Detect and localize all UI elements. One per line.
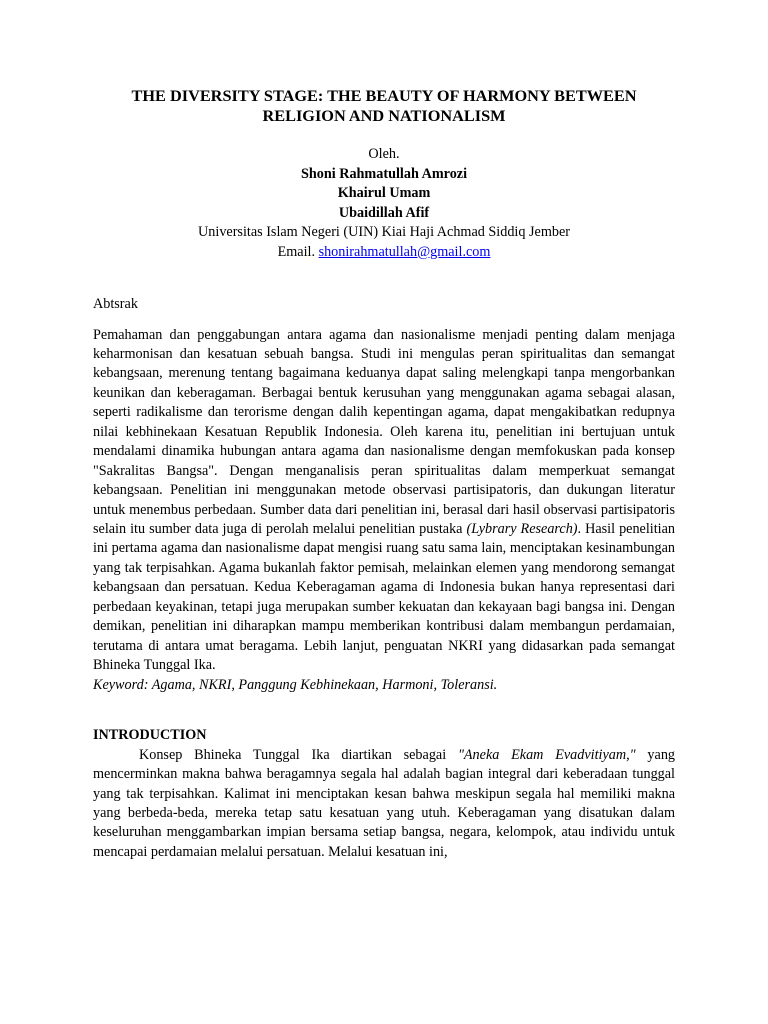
title-line-1: THE DIVERSITY STAGE: THE BEAUTY OF HARMONY BETWEEN bbox=[131, 86, 637, 105]
paper-title bbox=[73, 86, 695, 126]
email-line bbox=[93, 243, 675, 263]
email-link[interactable]: shonirahmatullah@gmail.com bbox=[318, 243, 491, 260]
abstract-body bbox=[93, 326, 675, 676]
intro-italic: "Aneka Ekam Evadvitiyam," bbox=[457, 746, 636, 763]
keywords: Keyword: Agama, NKRI, Panggung Kebhinekaan, Harmoni, Toleransi. bbox=[93, 676, 498, 693]
abstract-text-1: Pemahaman dan penggabungan antara agama dan nasionalisme menjadi penting dalam menjaga keharmonisan dan kesatuan sebuah bangsa. Studi ini mengulas peran spiritualitas dan semangat kebangsaan, merenung tentang bagaimana keduanya dapat saling melengkapi tanpa mengorbankan keunikan dan keberagaman. Berbagai bentuk kerusuhan yang menggunakan agama sebagai alasan, seperti radikalisme dan terorisme dengan dalih kepentingan agama, dapat mengakibatkan redupnya nilai kebhinekaan Kesatuan Republik Indonesia. Oleh karena itu, penelitian ini bertujuan untuk mendalami dinamika hubungan antara agama dan nasionalisme dengan memfokuskan pada konsep "Sakralitas Bangsa". Dengan menganalisis peran spiritualitas dalam memperkuat semangat kebangsaan. Penelitian ini menggunakan metode observasi partisipatoris, dan dukungan literatur untuk menembus perbedaan. Sumber data dari penelitian ini, berasal dari hasil observasi partisipatoris selain itu sumber data juga di perolah melalui penelitian pustaka bbox=[93, 326, 675, 538]
abstract-text-2: . Hasil penelitian ini pertama agama dan nasionalisme dapat mengisi ruang satu sama lain, menciptakan kesinambungan yang tak terpisahkan. Agama bukanlah faktor pemisah, melainkan elemen yang mendorong semangat kebangsaan dan persatuan. Kedua Keberagaman agama di Indonesia bukan hanya representasi dari perbedaan keyakinan, tetapi juga merupakan sumber kekuatan dan kekayaan bagi bangsa ini. Dengan demikan, penelitian ini diharapkan mampu memberikan kontribusi dalam membangun perdamaian, terutama di antara umat beragama. Lebih lanjut, penguatan NKRI yang didasarkan pada semangat Bhineka Tunggal Ika. bbox=[93, 521, 676, 674]
intro-text-1: Konsep Bhineka Tunggal Ika diartikan sebagai bbox=[139, 746, 458, 763]
intro-text-2: yang mencerminkan makna bahwa beragamnya segala hal adalah bagian integral dari keberadaan tunggal yang tak terpisahkan. Kalimat ini menciptakan kesan bahwa meskipun segala hal memiliki makna yang berbeda-beda, mereka tetap satu kesatuan yang utuh. Keberagaman yang disatukan dalam keseluruhan menggambarkan impian bersama setiap bangsa, negara, kelompok, atau individu untuk mencapai perdamaian melalui persatuan. Melalui kesatuan ini, bbox=[93, 746, 676, 860]
abstract-italic: (Lybrary Research) bbox=[466, 521, 578, 538]
author-2: Khairul Umam bbox=[337, 185, 431, 201]
email-label: Email. bbox=[277, 243, 319, 260]
introduction-heading: INTRODUCTION bbox=[93, 727, 207, 744]
title-line-2: RELIGION AND NATIONALISM bbox=[262, 106, 506, 125]
by-label: Oleh. bbox=[368, 146, 400, 162]
author-1: Shoni Rahmatullah Amrozi bbox=[300, 165, 468, 182]
affiliation: Universitas Islam Negeri (UIN) Kiai Haji Achmad Siddiq Jember bbox=[198, 224, 570, 240]
introduction-body bbox=[93, 746, 675, 863]
document-page bbox=[93, 86, 675, 862]
author-3: Ubaidillah Afif bbox=[338, 204, 430, 221]
abstract-heading: Abtsrak bbox=[93, 296, 138, 312]
